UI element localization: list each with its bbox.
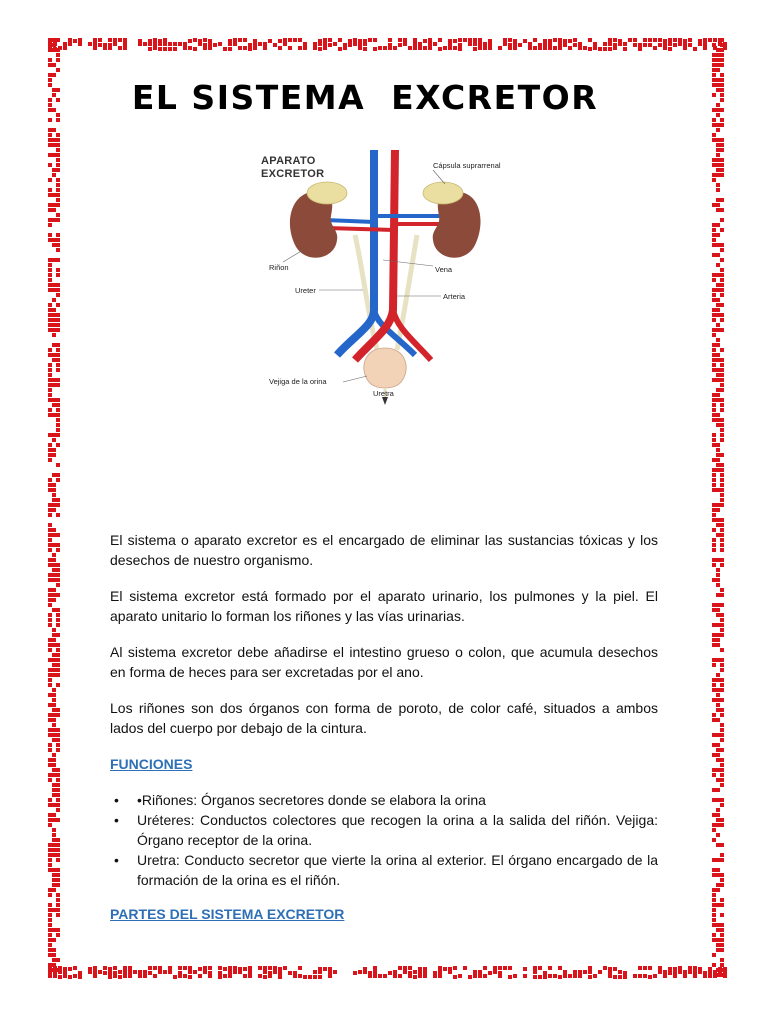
- diagram-title-line1: APARATO: [261, 155, 316, 167]
- diagram-title-line2: EXCRETOR: [261, 168, 325, 180]
- left-adrenal-gland: [307, 182, 347, 204]
- paragraph-composition: El sistema excretor está formado por el aparato urinario, los pulmones y la piel. El aparato unitario lo forman los riñones y las vías urinarias.: [110, 588, 658, 624]
- heading-partes-del-sistema[interactable]: PARTES DEL SISTEMA EXCRETOR: [110, 906, 345, 922]
- list-item: • Uréteres: Conductos colectores que recogen la orina a la salida del riñón. Vejiga: Órgano receptor de la orina.: [137, 810, 658, 850]
- label-vena: Vena: [435, 265, 453, 274]
- label-arteria: Arteria: [443, 292, 466, 301]
- list-item: • •Riñones: Órganos secretores donde se elabora la orina: [137, 790, 658, 810]
- excretory-system-diagram: [255, 150, 525, 412]
- page-title: EL SISTEMA EXCRETOR: [131, 78, 599, 117]
- label-capsula-suprarrenal: Cápsula suprarrenal: [433, 161, 501, 170]
- right-adrenal-gland: [423, 182, 463, 204]
- label-ureter: Ureter: [295, 286, 316, 295]
- bladder: [364, 348, 406, 388]
- heading-funciones[interactable]: FUNCIONES: [110, 756, 193, 772]
- document-body: [110, 530, 658, 940]
- label-vejiga: Vejiga de la orina: [269, 377, 327, 386]
- paragraph-colon: Al sistema excretor debe añadirse el intestino grueso o colon, que acumula desechos en forma de heces para ser excretadas por el ano.: [110, 644, 658, 680]
- label-uretra: Uretra: [373, 389, 394, 398]
- funciones-list: [110, 790, 658, 890]
- paragraph-kidneys: Los riñones son dos órganos con forma de poroto, de color café, situados a ambos lados del cuerpo por debajo de la cintura.: [110, 700, 658, 736]
- list-item: • Uretra: Conducto secretor que vierte la orina al exterior. El órgano encargado de la formación de la orina es el riñón.: [137, 850, 658, 890]
- paragraph-definition: El sistema o aparato excretor es el encargado de eliminar las sustancias tóxicas y los desechos de nuestro organismo.: [110, 532, 658, 568]
- label-rinon: Riñon: [269, 263, 289, 272]
